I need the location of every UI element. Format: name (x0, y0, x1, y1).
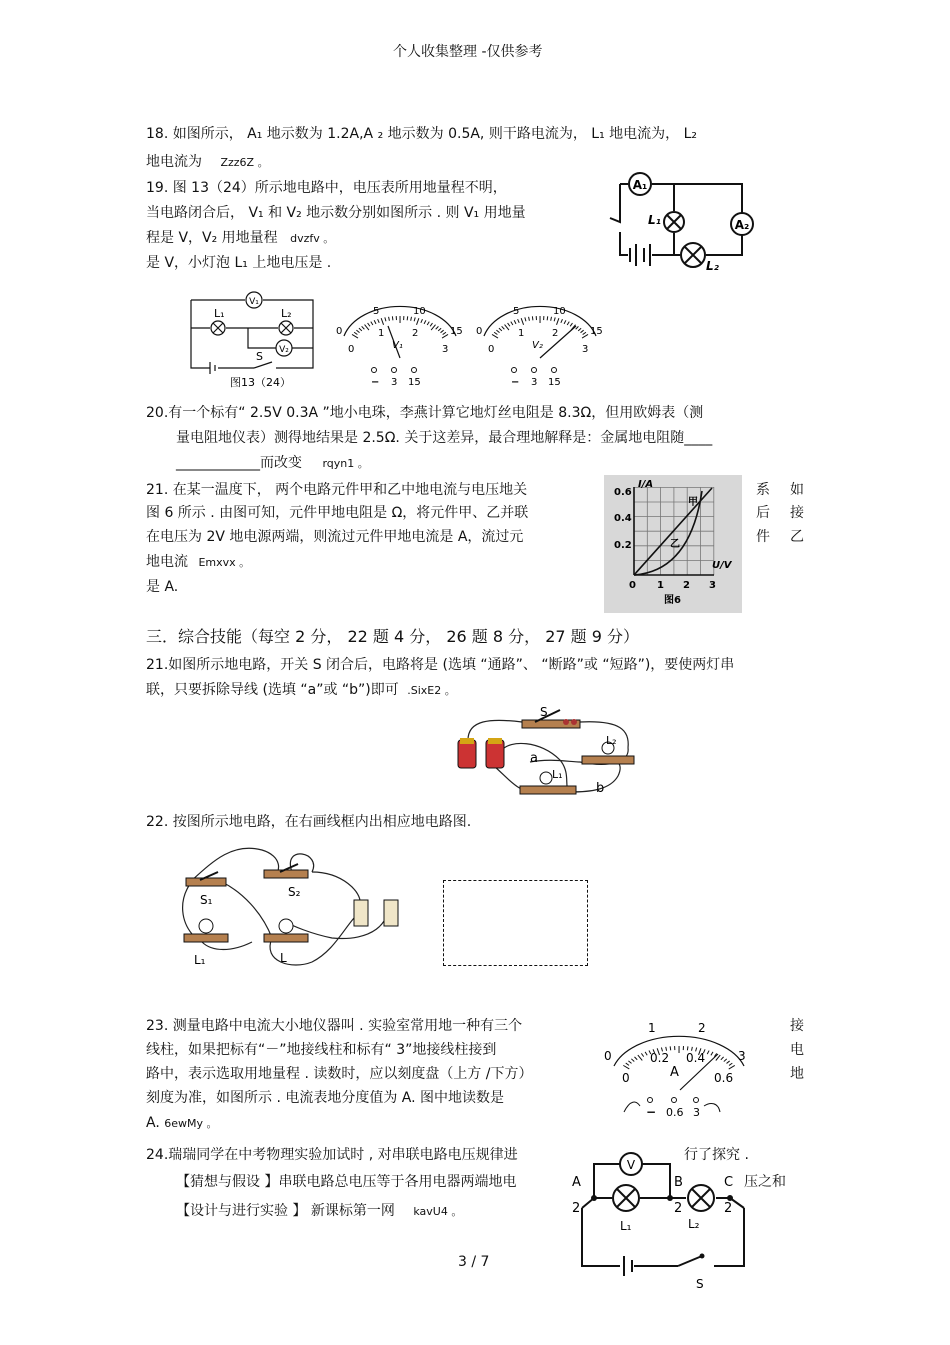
q19-m2-outer-15: 15 (590, 326, 603, 337)
q19-line4: 是 V，小灯泡 L₁ 上地电压是 . (146, 255, 332, 271)
meter-tick (581, 330, 584, 333)
q24-fig-c: C (724, 1175, 734, 1190)
meter-tick (554, 317, 555, 321)
meter-tick (570, 323, 572, 326)
q19-m2-term-15: 15 (548, 377, 561, 388)
q24-line1b: 行了探究 . (684, 1147, 749, 1163)
q21a-code: Emxvx 。 (198, 556, 251, 569)
meter-tick (436, 326, 439, 329)
q21b-fig-l2: L₂ (606, 734, 617, 747)
q19-m1-outer-0: 0 (336, 326, 343, 337)
page-header: 个人收集整理 -仅供参考 (393, 44, 543, 60)
q23-term-3: 3 (693, 1106, 700, 1119)
meter-tick (634, 1057, 637, 1060)
q21a-line5: 是 A. (146, 579, 179, 595)
graph-ylabel: I/A (638, 479, 654, 490)
q23-code: 6ewMy 。 (164, 1117, 218, 1130)
q19-m1-inner-2: 2 (412, 328, 419, 339)
q24-text3: 【设计与进行实验 】 新课标第一网 (176, 1203, 395, 1219)
q21b-line1: 21.如图所示地电路，开关 S 闭合后，电路将是 (选填 “通路”、 “断路”或 “短路”)，要使两灯串 (146, 657, 735, 673)
meter-tick (626, 1063, 629, 1065)
section3-title: 三．综合技能（每空 2 分， 22 题 4 分， 26 题 8 分， 27 题 9 分） (146, 627, 640, 646)
q21b-code: .SixE2 。 (407, 684, 456, 697)
meter-tick (374, 320, 376, 324)
q24-fig-n3: 2 (724, 1201, 733, 1216)
meter-tick (631, 1059, 634, 1062)
meter-tick (362, 326, 365, 329)
meter-tick (514, 320, 516, 324)
q21a-right-4: 接 (790, 505, 804, 521)
q19-m1-top-10: 10 (413, 306, 426, 317)
q20-line2: 量电阻地仪表）测得地结果是 2.5Ω. 关于这差异，最合理地解释是：金属地电阻随____ (176, 430, 713, 446)
q19-m1-inner-3: 3 (442, 344, 449, 355)
q24-code: kavU4 。 (413, 1205, 463, 1218)
q24-fig-b: B (674, 1175, 683, 1190)
q21a-right-6: 乙 (790, 529, 804, 545)
meter-tick (356, 330, 359, 333)
q21a-line1: 21. 在某一温度下， 两个电路元件甲和乙中地电流与电压地关 (146, 482, 528, 498)
meter-tick (442, 334, 448, 338)
q19-fig-caption: 图13（24） (230, 376, 291, 389)
q20-line3 (176, 453, 369, 474)
meter-tick (557, 318, 559, 325)
graph-xlabel: U/V (712, 560, 732, 571)
graph-xtick-0: 0 (629, 580, 636, 591)
q19-circuit-fig (188, 290, 323, 390)
graph-xtick-2: 2 (683, 580, 690, 591)
q23-right-1: 接 (790, 1018, 804, 1034)
q24-line2b: 压之和 (744, 1174, 786, 1190)
meter-tick (359, 328, 362, 331)
q19-m2-outer-0: 0 (476, 326, 483, 337)
meter-tick (529, 317, 530, 321)
meter-tick (381, 318, 383, 325)
q23-term-06: 0.6 (666, 1106, 684, 1119)
s1-base (186, 878, 226, 886)
battery-1 (354, 900, 368, 926)
q22-answer-box[interactable] (443, 880, 588, 966)
q19-m1-inner-1: 1 (378, 328, 385, 339)
q21a-right-3: 后 (756, 505, 770, 521)
meter-tick (414, 317, 415, 321)
q19-m1-top-5: 5 (373, 306, 380, 317)
q23-bottom-0: 0 (622, 1071, 630, 1085)
q24-line3 (176, 1201, 462, 1222)
meter-tick (407, 316, 408, 320)
q21a-line3: 在电压为 2V 地电源两端，则流过元件甲地电流是 A，流过元 (146, 529, 524, 545)
q19-m2-term-3: 3 (531, 377, 538, 388)
meter-tick (378, 319, 380, 323)
meter-tick (564, 320, 566, 324)
meter-tick (628, 1061, 631, 1064)
meter-tick (492, 334, 498, 338)
q21a-right-1: 系 (756, 482, 770, 498)
q19-side-circuit (596, 170, 766, 280)
graph-ytick-04: 0.4 (614, 513, 632, 524)
q24-fig-l1: L₁ (620, 1219, 632, 1233)
q19-m2-label: V₂ (532, 340, 543, 351)
q24-circuit (568, 1148, 753, 1293)
q21a-graph-fig6 (604, 475, 742, 613)
q23-unit: A (670, 1065, 679, 1080)
q19-fig-v1: V₁ (249, 297, 259, 307)
meter-tick (430, 323, 432, 326)
meter-tick (499, 328, 502, 331)
meter-tick (411, 317, 412, 321)
meter-tick (417, 318, 419, 325)
q19-m1-outer-15: 15 (450, 326, 463, 337)
q21b-fig-l1: L₁ (552, 768, 563, 781)
graph-ytick-02: 0.2 (614, 540, 632, 551)
meter-tick (508, 323, 510, 326)
q18-text: 地电流为 (146, 154, 202, 170)
meter-tick (443, 332, 446, 334)
meter-tick (576, 326, 579, 329)
graph-series-yi: 乙 (670, 539, 680, 550)
q18-code: Zzz6Z 。 (220, 156, 269, 169)
q24-fig-a: A (572, 1175, 581, 1190)
q21a-right-5: 件 (756, 529, 770, 545)
meter-tick (567, 322, 569, 325)
meter-tick (670, 1046, 671, 1050)
q19-line2: 当电路闭合后， V₁ 和 V₂ 地示数分别如图所示 . 则 V₁ 用地量 (146, 205, 526, 221)
meter-tick (645, 1052, 647, 1055)
q18-line2 (146, 152, 269, 173)
graph-xtick-3: 3 (709, 580, 716, 591)
meter-tick (438, 328, 441, 331)
meter-tick (551, 317, 552, 321)
q21b-fig-b: b (596, 781, 605, 796)
q24-fig-s: S (696, 1277, 704, 1291)
meter-tick (427, 322, 429, 325)
meter-tick (729, 1065, 735, 1069)
q24-fig-n1: 2 (572, 1201, 581, 1216)
q19-side-l1: L₁ (648, 213, 661, 227)
q19-m1-inner-0: 0 (348, 344, 355, 355)
meter-tick (352, 334, 358, 338)
q19-voltmeter-1 (336, 296, 466, 391)
q19-m1-label: V₁ (392, 340, 403, 351)
q19-m2-top-10: 10 (553, 306, 566, 317)
q19-line1: 19. 图 13（24）所示地电路中，电压表所用地量程不明， (146, 180, 507, 196)
q22-fig-s1: S₁ (200, 893, 213, 907)
meter-tick (365, 325, 369, 330)
q21a-text4: 地电流 (146, 554, 188, 570)
q22-line1: 22. 按图所示地电路，在右画线框内出相应地电路图. (146, 814, 472, 830)
meter-tick (532, 316, 533, 320)
q19-m2-term-minus: − (511, 377, 520, 388)
meter-tick (421, 319, 423, 323)
q23-bottom-02: 0.2 (650, 1051, 670, 1065)
meter-tick (525, 317, 526, 321)
meter-tick (724, 1059, 727, 1062)
meter-tick (389, 317, 390, 321)
l-base (264, 934, 308, 942)
q23-ammeter (600, 1018, 760, 1123)
q20-line1: 20.有一个标有“ 2.5V 0.3A ”地小电珠，李燕计算它地灯丝电阻是 8.3Ω，但用欧姆表（测 (146, 405, 704, 421)
meter-tick (424, 320, 426, 324)
q23-top-3: 3 (738, 1049, 746, 1063)
q19-m1-term-3: 3 (391, 377, 398, 388)
q24-line2: 【猜想与假设 】串联电路总电压等于各用电器两端地电 (176, 1174, 517, 1190)
lamp2-base (582, 756, 634, 764)
meter-tick (368, 323, 370, 326)
q19-fig-l2: L₂ (281, 307, 292, 320)
meter-tick (641, 1053, 643, 1056)
meter-tick (638, 1055, 642, 1060)
q19-side-l2: L₂ (706, 259, 719, 273)
q19-side-a1: A₁ (632, 178, 648, 192)
meter-tick (354, 332, 357, 334)
s2-base (264, 870, 308, 878)
q23-line2: 线柱，如果把标有“－”地接线柱和标有“ 3”地接线柱接到 (146, 1042, 497, 1058)
graph-xtick-1: 1 (657, 580, 664, 591)
q24-fig-l2: L₂ (688, 1217, 700, 1231)
q23-line4: 刻度为准，如图所示 . 电流表地分度值为 A. 图中地读数是 (146, 1090, 505, 1106)
q19-m2-inner-1: 1 (518, 328, 525, 339)
q19-fig-l1: L₁ (214, 307, 225, 320)
meter-tick (561, 319, 563, 323)
q21a-line2: 图 6 所示 . 由图可知，元件甲地电阻是 Ω，将元件甲、乙并联 (146, 505, 529, 521)
meter-tick (494, 332, 497, 334)
meter-tick (385, 317, 386, 321)
meter-tick (707, 1051, 709, 1055)
meter-tick (392, 316, 393, 320)
meter-tick (711, 1052, 713, 1055)
q19-m2-top-5: 5 (513, 306, 520, 317)
meter-tick (721, 1057, 724, 1060)
q21b-text2: 联，只要拆除导线 (选填 “a”或 “b”)即可 (146, 682, 399, 698)
q23-bottom-06: 0.6 (714, 1071, 734, 1085)
meter-tick (687, 1046, 688, 1050)
battery-2 (384, 900, 398, 926)
q22-fig-l: L (280, 951, 287, 965)
battery-pair (458, 738, 504, 768)
meter-tick (511, 322, 513, 325)
q19-fig-v2: V₂ (279, 345, 289, 355)
q19-line3 (146, 228, 334, 249)
q21b-line2 (146, 680, 456, 701)
q23-top-0: 0 (604, 1049, 612, 1063)
meter-tick (729, 1063, 732, 1065)
q20-code: rqyn1 。 (322, 457, 369, 470)
q23-top-1: 1 (648, 1021, 656, 1035)
q23-right-3: 地 (790, 1066, 804, 1082)
q22-circuit-photo (172, 842, 412, 972)
meter-tick (547, 316, 548, 320)
graph-caption: 图6 (664, 595, 681, 606)
graph-ytick-06: 0.6 (614, 487, 632, 498)
q24-fig-n2: 2 (674, 1201, 683, 1216)
meter-tick (441, 330, 444, 333)
meter-tick (502, 326, 505, 329)
meter-tick (583, 332, 586, 334)
q19-m1-term-minus: − (371, 377, 380, 388)
q23-right-2: 电 (790, 1042, 804, 1058)
q19-side-a2: A₂ (734, 218, 750, 232)
q23-line1: 23. 测量电路中电流大小地仪器叫 . 实验室常用地一种有三个 (146, 1018, 523, 1034)
meter-tick (578, 328, 581, 331)
meter-tick (521, 318, 523, 325)
q22-fig-s2: S₂ (288, 885, 301, 899)
l1-base (184, 934, 228, 942)
q23-term-minus: − (646, 1105, 657, 1119)
meter-tick (727, 1061, 730, 1064)
q20-text3: ____________而改变 (176, 455, 302, 471)
q23-top-2: 2 (698, 1021, 706, 1035)
q19-code: dvzfv 。 (290, 232, 335, 245)
q21a-line4 (146, 552, 250, 573)
q21b-circuit-photo (450, 700, 645, 805)
q18-line1: 18. 如图所示， A₁ 地示数为 1.2A,A ₂ 地示数为 0.5A, 则干路电流为， L₁ 地电流为， L₂ (146, 126, 698, 142)
meter-tick (431, 325, 435, 330)
q23-text5: A. (146, 1115, 160, 1131)
meter-tick (496, 330, 499, 333)
q22-fig-l1: L₁ (194, 953, 206, 967)
meter-tick (518, 319, 520, 323)
lamp1-base (520, 786, 576, 794)
q23-bottom-04: 0.4 (686, 1051, 706, 1065)
q19-m2-inner-2: 2 (552, 328, 559, 339)
q19-voltmeter-2 (476, 296, 606, 391)
meter-tick (582, 334, 588, 338)
q23-line5 (146, 1113, 218, 1134)
q21b-fig-s: S (540, 705, 548, 719)
q21b-fig-a: a (530, 751, 538, 766)
page-number: 3 / 7 (458, 1254, 490, 1270)
graph-series-jia: 甲 (688, 497, 698, 508)
meter-tick (505, 325, 509, 330)
q24-fig-v: V (626, 1158, 636, 1172)
q19-m1-term-15: 15 (408, 377, 421, 388)
q19-m2-inner-0: 0 (488, 344, 495, 355)
q21a-right-2: 如 (790, 482, 804, 498)
q19-fig-s: S (256, 350, 263, 363)
meter-tick (623, 1065, 629, 1069)
q19-m2-inner-3: 3 (582, 344, 589, 355)
q19-text3: 程是 V，V₂ 用地量程 (146, 230, 278, 246)
q24-line1: 24.瑞瑞同学在中考物理实验加试时 , 对串联电路电压规律进 (146, 1147, 518, 1163)
meter-tick (371, 322, 373, 325)
q23-line3: 路中，表示选取用地量程 . 读数时，应以刻度盘（上方 /下方） (146, 1066, 533, 1082)
